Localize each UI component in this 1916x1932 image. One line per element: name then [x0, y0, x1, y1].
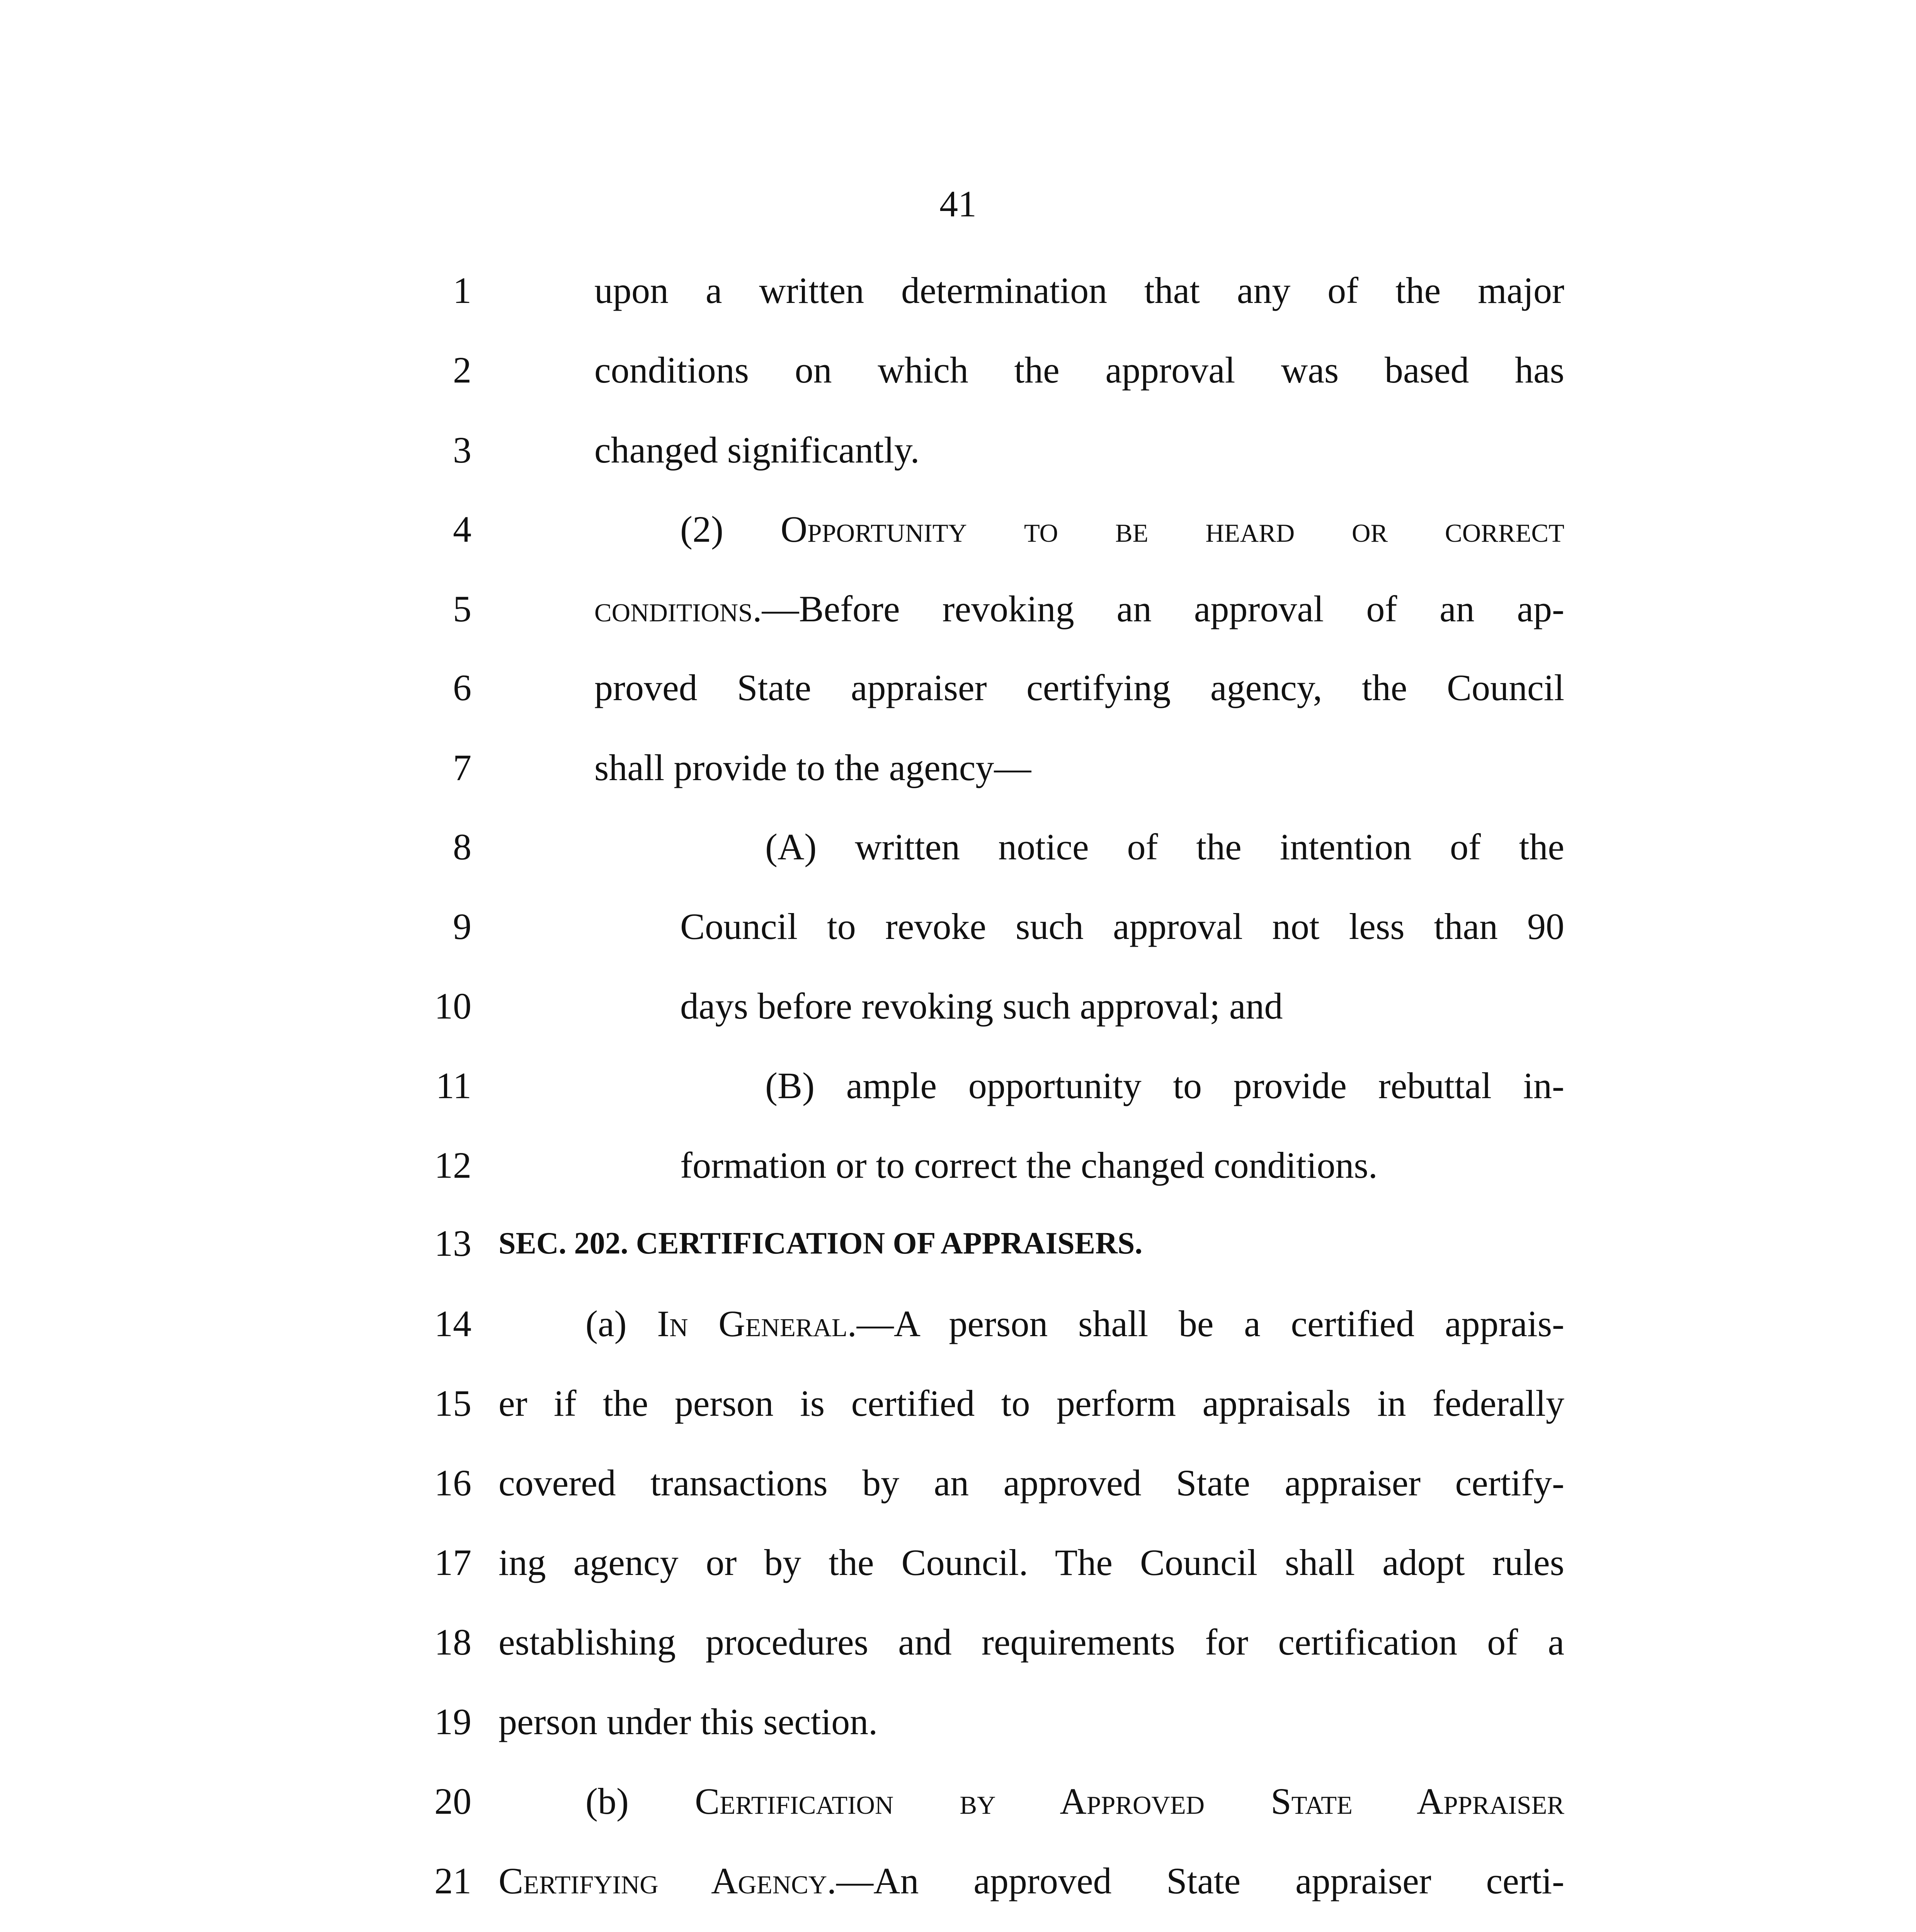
line-text: Council to revoke such approval not less than 90	[680, 906, 1564, 947]
line-text: establishing procedures and requirements for certification of a	[499, 1621, 1564, 1663]
line-number: 1	[453, 270, 471, 311]
line-text: proved State appraiser certifying agency, the Council	[594, 667, 1564, 708]
line-text: shall provide to the agency—	[594, 747, 1031, 788]
line-body: .—A person shall be a certified apprais-	[847, 1303, 1565, 1344]
line-number: 21	[434, 1860, 471, 1901]
line-text: covered transactions by an approved State appraiser certify-	[499, 1462, 1564, 1503]
document-line	[0, 1691, 1916, 1753]
paragraph-marker: (a)	[585, 1303, 657, 1344]
document-line	[0, 1372, 1916, 1434]
document-line	[0, 1293, 1916, 1355]
document-line	[0, 1532, 1916, 1594]
line-text: (A) written notice of the intention of the	[765, 826, 1564, 867]
line-text: (B) ample opportunity to provide rebuttal in-	[765, 1065, 1564, 1106]
heading-caps: Certification by Approved State Appraiser	[695, 1781, 1564, 1822]
line-text	[499, 1850, 1564, 1912]
document-line	[0, 339, 1916, 401]
line-text	[499, 1930, 1564, 1932]
document-line	[0, 260, 1916, 321]
line-number: 3	[453, 429, 471, 471]
document-line	[0, 1770, 1916, 1832]
line-number: 16	[434, 1462, 471, 1503]
line-number: 15	[434, 1383, 471, 1424]
document-line	[0, 975, 1916, 1037]
document-line	[0, 737, 1916, 799]
line-text: days before revoking such approval; and	[680, 985, 1283, 1027]
line-number: 8	[453, 826, 471, 867]
paragraph-heading	[585, 1770, 1564, 1832]
line-number: 5	[453, 588, 471, 629]
line-number: 18	[434, 1621, 471, 1663]
line-text: er if the person is certified to perform appraisals in federally	[499, 1383, 1564, 1424]
line-number: 6	[453, 667, 471, 708]
line-number: 9	[453, 906, 471, 947]
document-line	[0, 1930, 1916, 1932]
line-body: .—An approved State appraiser certi-	[827, 1860, 1564, 1901]
paragraph-marker: (2)	[680, 509, 781, 550]
line-number: 2	[453, 349, 471, 391]
heading-caps: Certifying Agency	[499, 1860, 827, 1901]
line-text: ing agency or by the Council. The Council shall adopt rules	[499, 1542, 1564, 1583]
document-line	[0, 657, 1916, 719]
line-number: 17	[434, 1542, 471, 1583]
document-line	[0, 1611, 1916, 1673]
paragraph-marker: (b)	[585, 1781, 695, 1822]
page-number: 41	[939, 183, 977, 224]
line-text: upon a written determination that any of the major	[594, 270, 1564, 311]
line-number: 7	[453, 747, 471, 788]
line-number: 10	[434, 985, 471, 1027]
line-number: 12	[434, 1145, 471, 1186]
document-line	[0, 419, 1916, 481]
line-number	[386, 1930, 471, 1932]
document-line	[0, 816, 1916, 878]
heading-caps: In General	[657, 1303, 847, 1344]
heading-caps: conditions	[594, 588, 753, 629]
line-text: person under this section.	[499, 1701, 878, 1742]
line-number: 11	[436, 1065, 471, 1106]
line-number: 19	[434, 1701, 471, 1742]
document-line	[0, 578, 1916, 640]
line-text: changed significantly.	[594, 429, 920, 471]
line-body: .—Before revoking an approval of an ap-	[752, 588, 1564, 629]
line-number: 14	[434, 1303, 471, 1344]
document-line	[0, 498, 1916, 560]
document-line	[0, 1213, 1916, 1274]
document-line	[0, 1134, 1916, 1196]
line-text: conditions on which the approval was based has	[594, 349, 1564, 391]
line-number: 20	[434, 1781, 471, 1822]
document-line	[0, 1055, 1916, 1117]
heading-caps: Opportunity to be heard or correct	[780, 509, 1565, 550]
line-number: 13	[434, 1223, 471, 1264]
document-line	[0, 1850, 1916, 1912]
document-line	[0, 896, 1916, 957]
document-line	[0, 1452, 1916, 1514]
line-text	[585, 1293, 1564, 1355]
paragraph-heading	[680, 498, 1564, 560]
line-text	[594, 578, 1564, 640]
line-text: formation or to correct the changed conditions.	[680, 1145, 1378, 1186]
line-number: 4	[453, 509, 471, 550]
section-heading: SEC. 202. CERTIFICATION OF APPRAISERS.	[499, 1226, 1143, 1260]
